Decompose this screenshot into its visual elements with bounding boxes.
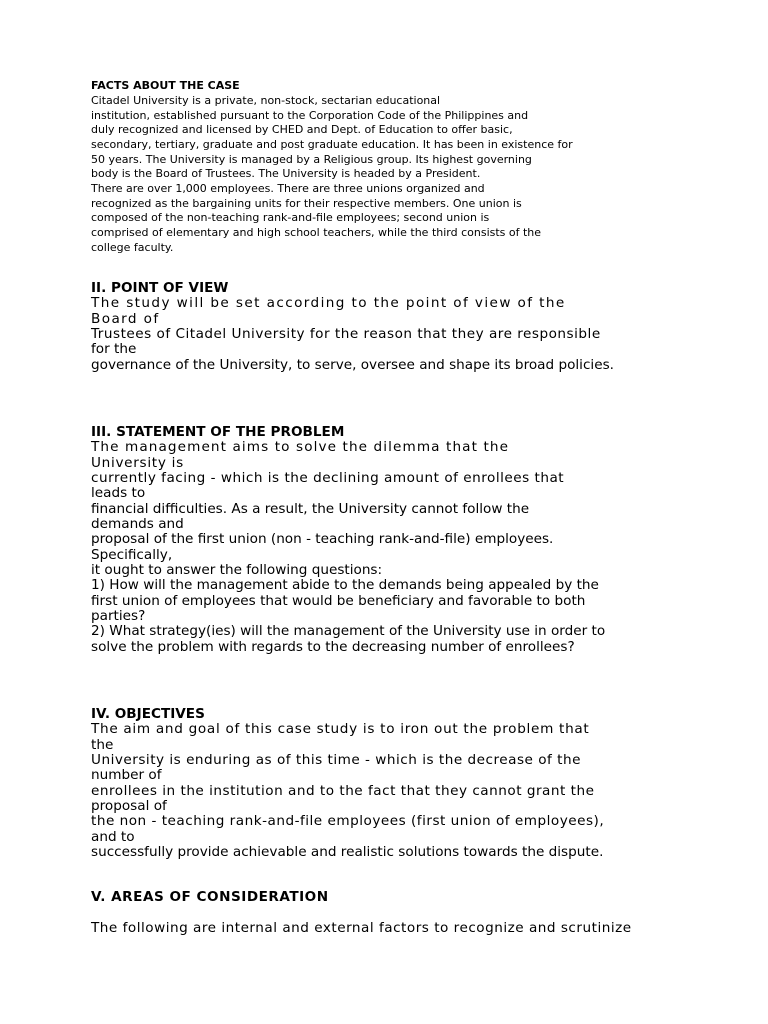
point-of-view-heading: II. POINT OF VIEW [91,280,229,296]
point-of-view-line: governance of the University, to serve, oversee and shape its broad policies. [91,357,614,373]
facts-line: 50 years. The University is managed by a Religious group. Its highest governing [91,153,532,166]
objectives-line: The aim and goal of this case study is to iron out the problem that [91,721,590,737]
facts-line: secondary, tertiary, graduate and post graduate education. It has been in existence for [91,138,573,151]
facts-line: composed of the non-teaching rank-and-file employees; second union is [91,211,490,224]
areas-heading: V. AREAS OF CONSIDERATION [91,889,329,905]
problem-line: financial difficulties. As a result, the University cannot follow the [91,501,530,517]
facts-line: comprised of elementary and high school teachers, while the third consists of the [91,226,542,239]
objectives-line: and to [91,829,135,845]
problem-line: 1) How will the management abide to the demands being appealed by the [91,577,599,593]
objectives-line: proposal of [91,798,167,814]
problem-line: The management aims to solve the dilemma that the [91,439,510,455]
objectives-heading: IV. OBJECTIVES [91,706,205,722]
problem-line: demands and [91,516,184,532]
problem-line: Specifically, [91,547,173,563]
objectives-line: the non - teaching rank-and-file employees (first union of employees), [91,813,605,829]
facts-line: institution, established pursuant to the Corporation Code of the Philippines and [91,109,529,122]
facts-line: There are over 1,000 employees. There are three unions organized and [91,182,485,195]
problem-line: it ought to answer the following questions: [91,562,383,578]
problem-line: parties? [91,608,146,624]
point-of-view-line: Board of [91,311,160,327]
problem-line: leads to [91,485,146,501]
facts-line: Citadel University is a private, non-stock, sectarian educational [91,94,441,107]
problem-line: first union of employees that would be beneficiary and favorable to both [91,593,586,609]
problem-line: University is [91,455,184,471]
point-of-view-line: The study will be set according to the point of view of the [91,295,566,311]
facts-line: body is the Board of Trustees. The University is headed by a President. [91,167,481,180]
objectives-line: the [91,737,114,753]
objectives-line: number of [91,767,162,783]
facts-line: recognized as the bargaining units for their respective members. One union is [91,197,522,210]
problem-heading: III. STATEMENT OF THE PROBLEM [91,424,345,440]
point-of-view-line: Trustees of Citadel University for the reason that they are responsible [91,326,601,342]
areas-line: The following are internal and external factors to recognize and scrutinize [91,920,632,936]
objectives-line: enrollees in the institution and to the fact that they cannot grant the [91,783,595,799]
facts-line: college faculty. [91,241,174,254]
problem-line: 2) What strategy(ies) will the management of the University use in order to [91,623,606,639]
problem-line: proposal of the first union (non - teaching rank-and-file) employees. [91,531,554,547]
objectives-line: University is enduring as of this time - which is the decrease of the [91,752,581,768]
point-of-view-line: for the [91,341,137,357]
facts-heading: FACTS ABOUT THE CASE [91,79,240,92]
problem-line: currently facing - which is the declining amount of enrollees that [91,470,565,486]
objectives-line: successfully provide achievable and realistic solutions towards the dispute. [91,844,604,860]
facts-line: duly recognized and licensed by CHED and Dept. of Education to offer basic, [91,123,513,136]
problem-line: solve the problem with regards to the decreasing number of enrollees? [91,639,575,655]
